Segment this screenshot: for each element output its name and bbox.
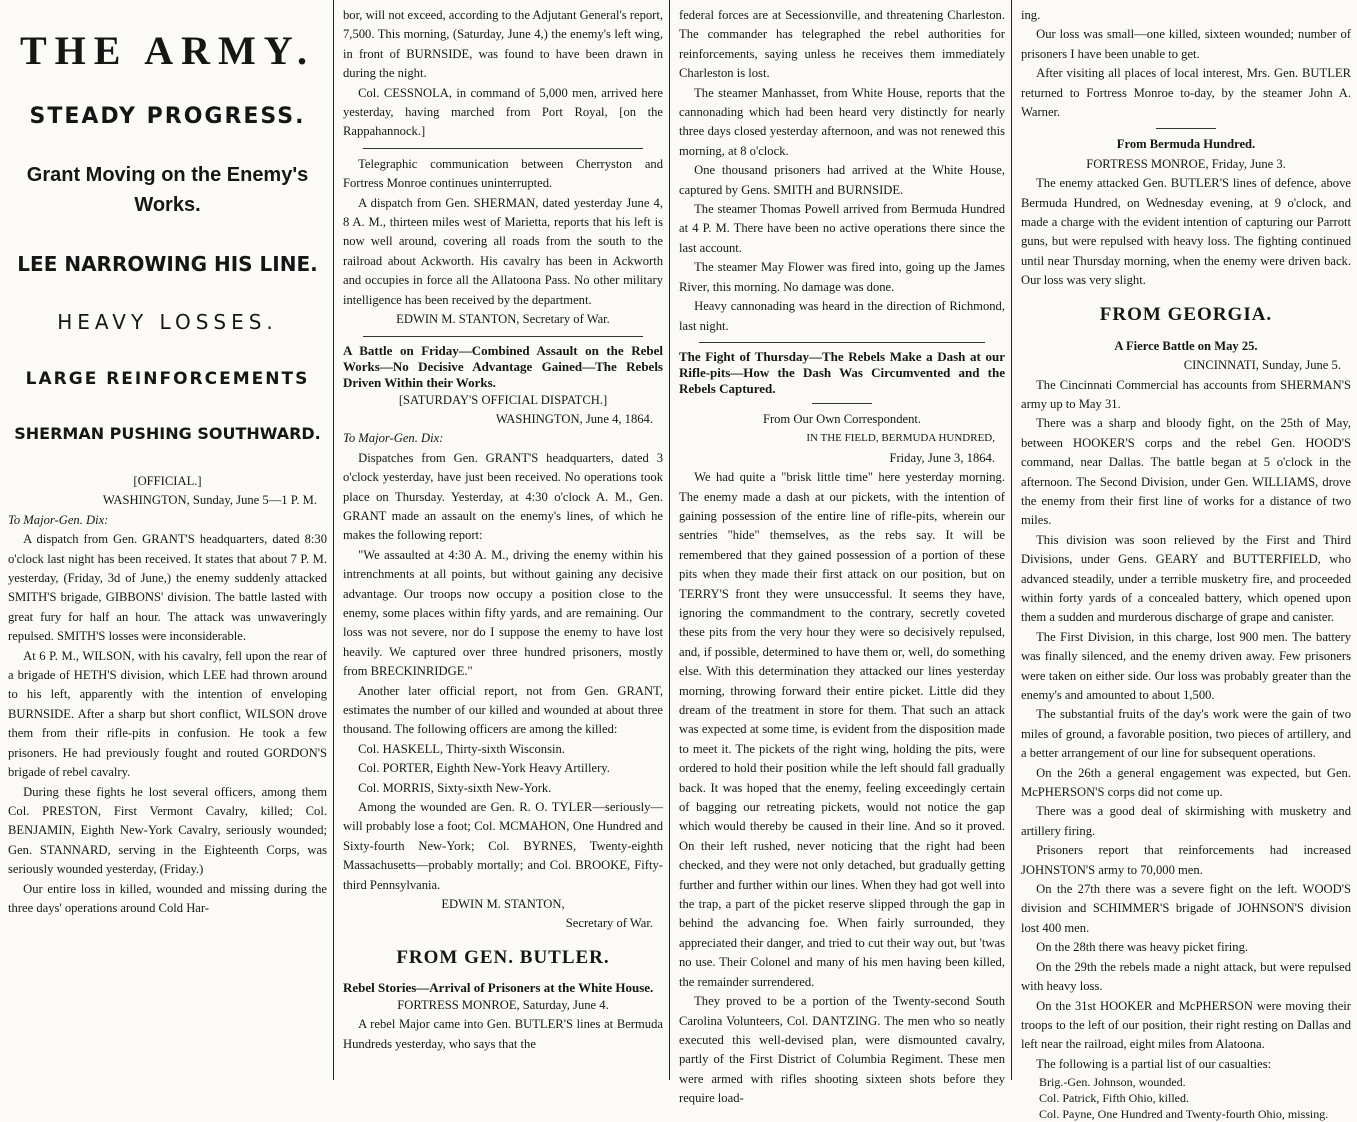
casualty-entry: Brig.-Gen. Johnson, wounded. — [1039, 1075, 1186, 1090]
divider — [363, 336, 643, 337]
paragraph: The following is a partial list of our casualties: — [1036, 1056, 1272, 1071]
headline-steady-progress: STEADY PROGRESS. — [29, 104, 306, 129]
paragraph: Our loss was small—one killed, sixteen wounded; number of prisoners I have been unable to get. — [1021, 27, 1351, 61]
paragraph: federal forces are at Secessionville, and threatening Charleston. The commander has telegraphed the rebel authorities for reinforcements, saying unless he receives them immediately Charleston is lost. — [679, 8, 1005, 81]
column-3 — [671, 0, 1011, 1106]
paragraph: ing. — [1021, 8, 1041, 22]
subheading: A Fierce Battle on May 25. — [1114, 338, 1258, 353]
headline-sherman: SHERMAN PUSHING SOUTHWARD. — [14, 424, 321, 443]
paragraph: Telegraphic communication between Cherryston and Fortress Monroe continues uninterrupted. — [343, 156, 663, 191]
column-rule — [669, 0, 670, 1080]
paragraph: They proved to be a portion of the Twenty-second South Carolina Volunteers, Col. DANTZING. The men who so neatly executed this well-devised plan, were dismounted cavalry, partly of the First District of Columbia Regiment. These men were armed with rifles shooting sixteen shots before they require load- — [679, 994, 1005, 1106]
correspondent-line: From Our Own Correspondent. — [762, 411, 922, 426]
paragraph: This division was soon relieved by the First and Third Divisions, under Gens. GEARY and BUTTERFIELD, who advanced steadily, under a terrible musketry fire, and proceeded within forty yards of a concealed battery, which opened upon them a sudden and murderous discharge of grape and canister. — [1021, 532, 1351, 625]
casualty-entry: Col. Patrick, Fifth Ohio, killed. — [1039, 1091, 1189, 1106]
column-4 — [1013, 0, 1357, 1122]
column-rule — [1011, 0, 1012, 1080]
paragraph: On the 26th a general engagement was expected, but Gen. McPHERSON'S corps did not come up. — [1021, 765, 1351, 800]
headline-reinforcements: LARGE REINFORCEMENTS — [25, 369, 310, 389]
headline-butler: FROM GEN. BUTLER. — [396, 946, 610, 968]
official-label: [OFFICIAL.] — [133, 474, 202, 488]
paragraph: A rebel Major came into Gen. BUTLER'S lines at Bermuda Hundreds yesterday, who says that the — [343, 1017, 663, 1051]
dateline: FORTRESS MONROE, Saturday, June 4. — [397, 997, 609, 1012]
paragraph: The Cincinnati Commercial has accounts from SHERMAN'S army up to May 31. — [1021, 377, 1351, 411]
divider — [812, 403, 872, 404]
paragraph: One thousand prisoners had arrived at the White House, captured by Gens. SMITH and BURNSIDE. — [679, 163, 1005, 197]
paragraph: The enemy attacked Gen. BUTLER'S lines of defence, above Bermuda Hundred, on Wednesday evening, at 9 o'clock, and made a charge with the evident intention of capturing our Parrott guns, but were repulsed with heavy loss. The fighting continued until near Thursday morning, when the enemy were driven back. Our loss was very slight. — [1021, 176, 1351, 288]
paragraph: On the 29th the rebels made a night attack, but were repulsed with heavy loss. — [1021, 959, 1351, 994]
dateline: FORTRESS MONROE, Friday, June 3. — [1086, 156, 1286, 171]
column-2 — [335, 0, 669, 1080]
subheading: From Bermuda Hundred. — [1116, 137, 1256, 152]
killed-entry: Col. PORTER, Eighth New-York Heavy Artillery. — [358, 761, 610, 776]
divider — [363, 148, 643, 149]
official-label: [SATURDAY'S OFFICIAL DISPATCH.] — [398, 392, 608, 407]
paragraph: During these fights he lost several officers, among them Col. PRESTON, First Vermont Cavalry, killed; Col. BENJAMIN, Eighth New-York Cavalry, seriously wounded; Gen. STANNARD, serving in the Eighteenth Corps, was seriously wounded yesterday, (Friday.) — [8, 784, 327, 877]
paragraph: On the 31st HOOKER and McPHERSON were moving their troops to the left of our position, their right resting on Dallas and left near the railroad, eight miles from Alatoona. — [1021, 998, 1351, 1052]
paragraph: There was a sharp and bloody fight, on the 25th of May, between HOOKER'S corps and the rebel Gen. HOOD'S command, near Dallas. The battle began at 5 o'clock in the afternoon. The Second Division, under Gen. WILLIAMS, drove the enemy from their first line of works for a distance of two miles. — [1021, 416, 1351, 528]
paragraph: Heavy cannonading was heard in the direction of Richmond, last night. — [679, 299, 1005, 333]
subheading: A Battle on Friday—Combined Assault on the Rebel Works—No Decisive Advantage Gained—The Rebels Driven Within their Works. — [343, 342, 663, 390]
headline-georgia: FROM GEORGIA. — [1099, 303, 1273, 325]
paragraph: The steamer Thomas Powell arrived from Bermuda Hundred at 4 P. M. There have been no active operations there since the last account. — [679, 202, 1005, 255]
casualty-entry: Col. Payne, One Hundred and Twenty-fourth Ohio, missing. — [1039, 1107, 1329, 1122]
paragraph: A dispatch from Gen. SHERMAN, dated yesterday June 4, 8 A. M., thirteen miles west of Marietta, reports that his left is now well around, covering all roads from the south to the railroad about Ackworth. His cavalry has been in Ackworth and occupies in force all the Allatoona Pass. No other military intelligence has been received by the department. — [343, 195, 663, 307]
killed-entry: Col. HASKELL, Thirty-sixth Wisconsin. — [358, 741, 565, 756]
paragraph: Another later official report, not from Gen. GRANT, estimates the number of our killed and wounded at about three thousand. The following officers are among the killed: — [343, 683, 663, 737]
column-rule — [333, 0, 334, 1080]
column-1 — [0, 0, 333, 1080]
dateline: WASHINGTON, Sunday, June 5—1 P. M. — [102, 493, 317, 508]
divider — [1156, 128, 1216, 129]
paragraph: Col. CESSNOLA, in command of 5,000 men, arrived here yesterday, having marched from Port Royal, [on the Rappahannock.] — [343, 85, 663, 139]
dateline: WASHINGTON, June 4, 1864. — [495, 411, 653, 426]
paragraph: There was a good deal of skirmishing with musketry and artillery firing. — [1021, 804, 1351, 838]
paragraph: The First Division, in this charge, lost 900 men. The battery was finally silenced, and the enemy driven away. Few prisoners were taken on either side. Our loss was probably greater than the enemy's and amounted to about 1,500. — [1021, 629, 1351, 702]
subheading: The Fight of Thursday—The Rebels Make a Dash at our Rifle-pits—How the Dash Was Circumvented and the Rebels Captured. — [679, 348, 1005, 396]
paragraph: The substantial fruits of the day's work were the gain of two miles of ground, a favorable position, two pieces of artillery, and a better arrangement of our line for subsequent operations. — [1021, 707, 1351, 761]
paragraph: Prisoners report that reinforcements had increased JOHNSTON'S army to 70,000 men. — [1021, 843, 1351, 877]
paragraph: Dispatches from Gen. GRANT'S headquarters, dated 3 o'clock yesterday, have just been received. No operations took place on Thursday. Yesterday, at 4:30 o'clock A. M., Gen. GRANT made an assault on the enemy's lines, of which he makes the following report: — [343, 450, 663, 543]
killed-entry: Col. MORRIS, Sixty-sixth New-York. — [358, 780, 552, 795]
salutation: To Major-Gen. Dix: — [343, 431, 444, 446]
paragraph: We had quite a "brisk little time" here yesterday morning. The enemy made a dash at our pickets, with the intention of gaining possession of the entire line of rifle-pits, wherein our sentries "hide" themselves, as the rebs say. It will be remembered that they gained possession of a portion of these pits when they made their first attack on our position, but on TERRY'S front they were unsuccessful. It seems they have, ignoring the commandment to the contrary, secretly coveted these pits from the very hour they were so decisively repulsed, and, if possible, determined to have them or, well, do something else. With this determination they attacked our lines yesterday morning, throwing forward their entire picket. Little did they dream of the treatment in store for them. That such an attack was expected at some time, is evident from the disposition made to meet it. The pickets of the right wing, holding the pits, were ordered to hold their position while the left should fall gradually back. It was hoped that the enemy, feeling exceedingly certain of bagging our retreating pickets, would not notice the gap which would thereby be caused in their line. And so it proved. On their left rushed, never noticing that the right had been checked, and they were not only detached, but gradually getting further and further within our lines. When they had got well into the trap, a part of the picket reserve slipped through the gap in behind the advancing foe. When fairly surrounded, they appreciated their danger, and tried to cut their way out, but 'twas no use. Their Colonel and many of his men having been killed, the remainder surrendered. — [679, 470, 1005, 989]
signature-title: Secretary of War. — [565, 916, 653, 931]
casualty-list — [1021, 1074, 1351, 1122]
paragraph: The steamer May Flower was fired into, going up the James River, this morning. No damage was done. — [679, 260, 1005, 294]
divider — [699, 342, 985, 343]
paragraph: On the 27th there was a severe fight on the left. WOOD'S division and SCHIMMER'S brigade of JOHNSON'S division lost 400 men. — [1021, 882, 1351, 935]
paragraph: Our entire loss in killed, wounded and missing during the three days' operations around Cold Har- — [8, 881, 327, 915]
paragraph: After visiting all places of local interest, Mrs. Gen. BUTLER returned to Fortress Monroe to-day, by the steamer John A. Warner. — [1021, 66, 1351, 120]
paragraph: "We assaulted at 4:30 A. M., driving the enemy within his intrenchments at all points, but without gaining any decisive advantage. Our troops now occupy a position close to the enemy, some places within fifty yards, and are remaining. Our loss was not severe, nor do I suppose the enemy to have lost heavily. We captured over three hundred prisoners, mostly from BRECKINRIDGE." — [343, 547, 663, 679]
dateline: Friday, June 3, 1864. — [889, 450, 995, 465]
subheading: Rebel Stories—Arrival of Prisoners at the White House. — [343, 979, 654, 995]
headline-lee: LEE NARROWING HIS LINE. — [17, 252, 318, 276]
headline-grant: Grant Moving on the Enemy's Works. — [26, 164, 309, 216]
dateline: IN THE FIELD, BERMUDA HUNDRED, — [806, 432, 995, 445]
paragraph: On the 28th there was heavy picket firing. — [1036, 940, 1249, 955]
paragraph: A dispatch from Gen. GRANT'S headquarters, dated 8:30 o'clock last night has been received. It states that about 7 P. M. yesterday, (Friday, 3d of June,) the enemy suddenly attacked SMITH'S brigade, GIBBONS' division. The battle lasted with great fury for half an hour. The attack was unwaveringly repulsed. SMITH'S losses were inconsiderable. — [8, 532, 327, 644]
paragraph: The steamer Manhasset, from White House, reports that the cannonading which had been heard very distinctly for nearly three days closed yesterday afternoon, and was not renewed this morning, at 8 o'clock. — [679, 85, 1005, 158]
signature: EDWIN M. STANTON, — [441, 897, 565, 912]
paragraph: bor, will not exceed, according to the Adjutant General's report, 7,500. This morning, (Saturday, June 4,) the enemy's left wing, in front of BURNSIDE, was found to have been drawn in during the night. — [343, 8, 664, 81]
headline-heavy-losses: HEAVY LOSSES. — [57, 310, 278, 334]
paragraph: At 6 P. M., WILSON, with his cavalry, fell upon the rear of a brigade of HETH'S division, which LEE had thrown around to his left, apparently with the intention of enveloping BURNSIDE. After a sharp but short conflict, WILSON drove them from their rifle-pits in confusion. He took a few prisoners. He had previously fought and routed GORDON'S brigade of rebel cavalry. — [8, 648, 327, 780]
salutation: To Major-Gen. Dix: — [8, 512, 109, 527]
masthead: THE ARMY. — [19, 28, 315, 73]
signature: EDWIN M. STANTON, Secretary of War. — [396, 312, 610, 327]
dateline: CINCINNATI, Sunday, June 5. — [1183, 358, 1341, 373]
paragraph: Among the wounded are Gen. R. O. TYLER—seriously—will probably lose a foot; Col. MCMAHON, One Hundred and Sixty-fourth New-York; Col. BYRNES, Twenty-eighth Massachusetts—probably mortally; and Col. BROOKE, Fifty-third Pennsylvania. — [343, 800, 663, 892]
